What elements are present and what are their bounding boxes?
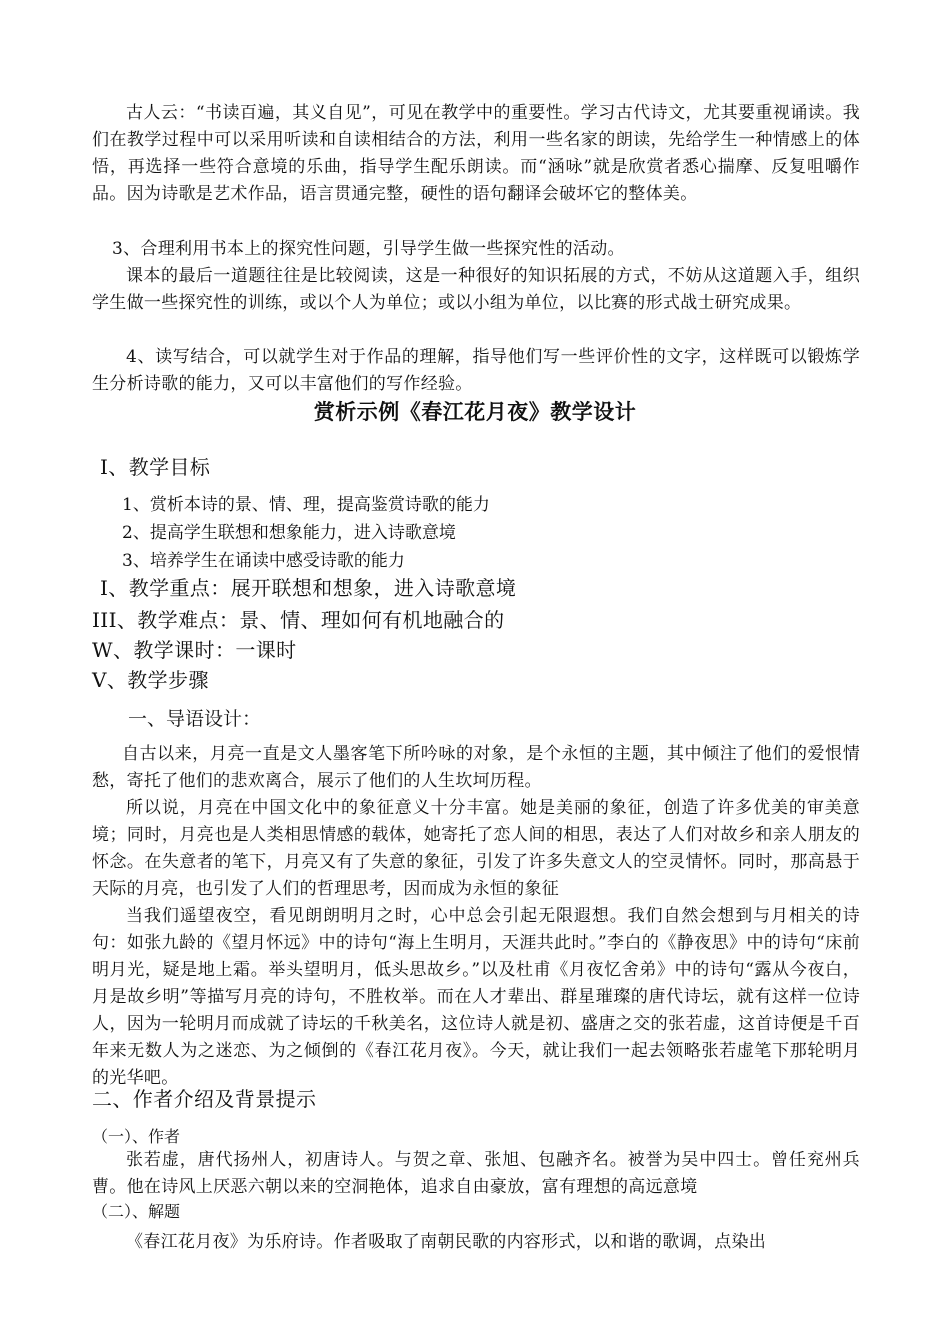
subheading-title-explanation: （二）、解题 <box>92 1202 181 1221</box>
paragraph-method-4: 4、读写结合，可以就学生对于作品的理解，指导他们写一些评价性的文字，这样既可以锻炼学生分析诗歌的能力，又可以丰富他们的写作经验。 <box>92 347 860 394</box>
paragraph-intro-1: 自古以来，月亮一直是文人墨客笔下所吟咏的对象，是个永恒的主题，其中倾注了他们的爱恨情愁，寄托了他们的悲欢离合，展示了他们的人生坎坷历程。 <box>92 744 860 791</box>
paragraph-method-3: 3、合理利用书本上的探究性问题，引导学生做一些探究性的活动。 <box>112 239 625 259</box>
objective-item-1: 1、赏析本诗的景、情、理，提高鉴赏诗歌的能力 <box>122 495 490 515</box>
heading-objectives: I、教学目标 <box>100 455 211 479</box>
heading-intro-design: 一、导语设计： <box>128 708 262 730</box>
paragraph-comparison: 课本的最后一道题往往是比较阅读，这是一种很好的知识拓展的方式，不妨从这道题入手，组织学生做一些探究性的训练，或以个人为单位；或以小组为单位，以比赛的形式战士研究成果。 <box>92 266 860 313</box>
heading-difficulty: III、教学难点：景、情、理如何有机地融合的 <box>92 608 505 632</box>
paragraph-intro-2: 所以说，月亮在中国文化中的象征意义十分丰富。她是美丽的象征，创造了许多优美的审美意境；同时，月亮也是人类相思情感的载体，她寄托了恋人间的相思，表达了人们对故乡和亲人朋友的怀念。在失意者的笔下，月亮又有了失意的象征，引发了许多失意文人的空灵情怀。同时，那高悬于天际的月亮，也引发了人们的哲理思考，因而成为永恒的象征 <box>92 798 860 899</box>
objective-item-2: 2、提高学生联想和想象能力，进入诗歌意境 <box>122 523 456 543</box>
paragraph-title-explanation: 《春江花月夜》为乐府诗。作者吸取了南朝民歌的内容形式，以和谐的歌调，点染出 <box>126 1232 767 1252</box>
objective-item-3: 3、培养学生在诵读中感受诗歌的能力 <box>122 551 405 571</box>
heading-class-hours: W、教学课时：一课时 <box>92 638 297 662</box>
heading-key-point: I、教学重点：展开联想和想象，进入诗歌意境 <box>100 576 517 600</box>
paragraph-recitation: 古人云：“书读百遍，其义自见”，可见在教学中的重要性。学习古代诗文，尤其要重视诵读。我们在教学过程中可以采用听读和自读相结合的方法，利用一些名家的朗读，先给学生一种情感上的体悟，再选择一些符合意境的乐曲，指导学生配乐朗读。而“涵咏”就是欣赏者悉心揣摩、反复咀嚼作品。因为诗歌是艺术作品，语言贯通完整，硬性的语句翻译会破坏它的整体美。 <box>92 103 860 204</box>
subheading-author: （一）、作者 <box>92 1127 181 1146</box>
paragraph-author: 张若虚，唐代扬州人，初唐诗人。与贺之章、张旭、包融齐名。被誉为吴中四士。曾任兖州兵曹。他在诗风上厌恶六朝以来的空洞艳体，追求自由豪放，富有理想的高远意境 <box>92 1150 860 1197</box>
heading-teaching-steps: V、教学步骤 <box>92 668 209 692</box>
heading-author-background: 二、作者介绍及背景提示 <box>92 1087 317 1111</box>
document-title: 赏析示例《春江花月夜》教学设计 <box>313 399 637 424</box>
paragraph-intro-3: 当我们遥望夜空，看见朗朗明月之时，心中总会引起无限遐想。我们自然会想到与月相关的诗句：如张九龄的《望月怀远》中的诗句“海上生明月，天涯共此时。”李白的《静夜思》中的诗句“床前明月光，疑是地上霜。举头望明月，低头思故乡。”以及杜甫《月夜忆舍弟》中的诗句“露从今夜白，月是故乡明”等描写月亮的诗句，不胜枚举。而在人才辈出、群星璀璨的唐代诗坛，就有这样一位诗人，因为一轮明月而成就了诗坛的千秋美名，这位诗人就是初、盛唐之交的张若虚，这首诗便是千百年来无数人为之迷恋、为之倾倒的《春江花月夜》。今天，就让我们一起去领略张若虚笔下那轮明月的光华吧。 <box>92 906 860 1088</box>
